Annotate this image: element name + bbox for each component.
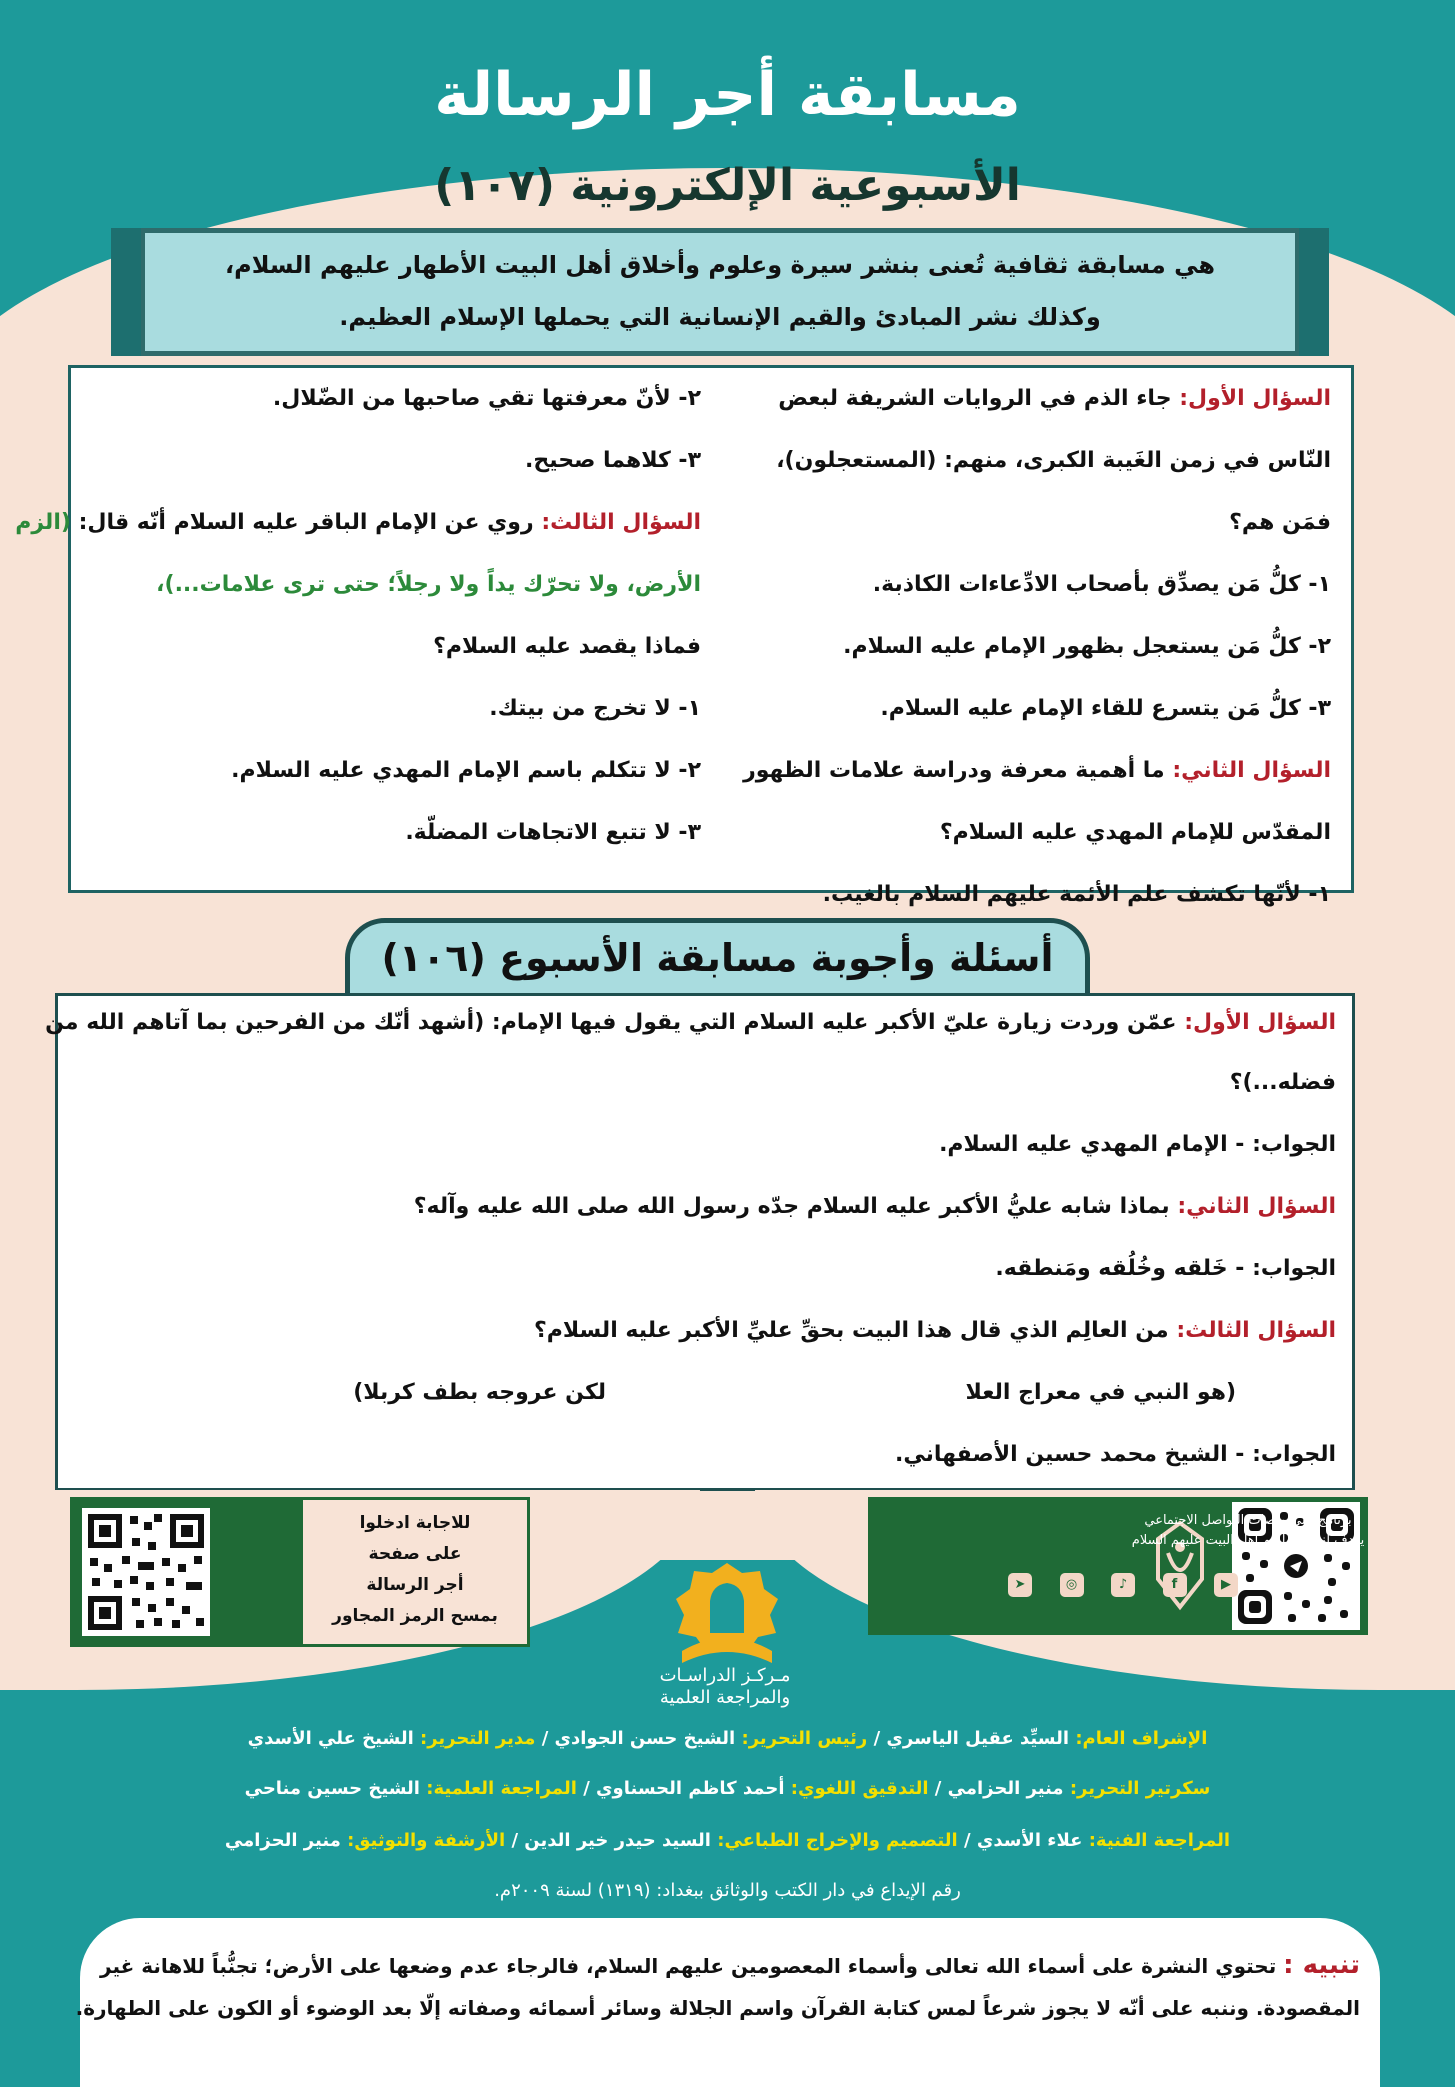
page-title: مسابقة أجر الرسالة	[434, 60, 1021, 130]
credit-label: التصميم والإخراج الطباعي:	[717, 1830, 958, 1851]
answer-label: الجواب:	[1252, 1256, 1336, 1281]
warning-label: تنبيه :	[1283, 1950, 1360, 1980]
intro-line-2: وكذلك نشر المبادئ والقيم الإنسانية التي يحملها الإسلام العظيم.	[339, 303, 1101, 331]
credit-label: التدقيق اللغوي:	[790, 1778, 929, 1799]
answer-3	[74, 1442, 1336, 1467]
qr-panel-left	[70, 1497, 530, 1647]
credit-value: الشيخ حسن الجوادي /	[541, 1728, 736, 1749]
question-text-line: المقدّس للإمام المهدي عليه السلام؟	[939, 820, 1331, 845]
question-quote: (الزم	[15, 510, 71, 535]
social-description-line: يهدف لنشر مفاهيم أهل البيت عليهم السلام	[1131, 1533, 1365, 1548]
option: ٣- كلاهما صحيح.	[525, 448, 701, 473]
answers-heading: أسئلة وأجوبة مسابقة الأسبوع (١٠٦)	[345, 918, 1090, 998]
answer-question-1	[45, 1010, 1336, 1035]
question-label: السؤال الثالث:	[541, 510, 701, 535]
question-label: السؤال الأول:	[1184, 1010, 1336, 1035]
instagram-icon[interactable]: ◎	[1060, 1573, 1084, 1597]
answers-box	[45, 993, 1355, 1491]
credit-label: مدير التحرير:	[420, 1728, 536, 1749]
verse-part-2: لكن عروجه بطف كربلا)	[353, 1380, 606, 1405]
credits-line-3	[0, 1830, 1455, 1851]
telegram-icon[interactable]: ➤	[1008, 1573, 1032, 1597]
page-subtitle: الأسبوعية الإلكترونية (١٠٧)	[434, 160, 1021, 211]
answer-question-3	[74, 1318, 1336, 1343]
question-label: السؤال الثاني:	[1172, 758, 1331, 783]
question-text: جاء الذم في الروايات الشريفة لبعض	[778, 386, 1172, 411]
credit-value: الشيخ علي الأسدي	[247, 1728, 414, 1749]
option: ١- لأنّها تكشف علم الأئمة عليهم السلام بالغيب.	[822, 882, 1331, 907]
question-text: عمّن وردت زيارة عليّ الأكبر عليه السلام التي يقول فيها الإمام: (أشهد أنّك من الفرحين بما آتاهم الله من	[45, 1010, 1177, 1035]
option: ٢- كلُّ مَن يستعجل بظهور الإمام عليه السلام.	[843, 634, 1331, 659]
verse-part-1: (هو النبي في معراج العلا	[965, 1380, 1236, 1405]
social-description-line: برنامج على منصات التواصل الاجتماعي	[1144, 1513, 1352, 1528]
credit-value: علاء الأسدي /	[963, 1830, 1083, 1851]
credits-line-2	[0, 1778, 1455, 1799]
warning-line-2: المقصودة. وننبه على أنّه لا يجوز شرعاً لمس كتابة القرآن واسم الجلالة وسائر أسمائه وصفاته إلّا بعد الوضوء أو الكون على الطهارة.	[75, 1996, 1360, 2020]
qr-instruction-line: بمسح الرمز المجاور	[332, 1606, 498, 1626]
facebook-icon[interactable]: f	[1163, 1573, 1187, 1597]
intro-line-1: هي مسابقة ثقافية تُعنى بنشر سيرة وعلوم وأخلاق أهل البيت الأطهار عليهم السلام،	[225, 251, 1215, 279]
warning-text: تحتوي النشرة على أسماء الله تعالى وأسماء المعصومين عليهم السلام، فالرجاء عدم وضعها على الأرض؛ تجنُّباً للاهانة غير	[100, 1954, 1277, 1978]
question-text-line: فضله...)؟	[1229, 1070, 1336, 1095]
option: ٣- كلُّ مَن يتسرع للقاء الإمام عليه السلام.	[880, 696, 1331, 721]
question-label: السؤال الثاني:	[1177, 1194, 1336, 1219]
qr-instruction-line: للاجابة ادخلوا	[359, 1513, 471, 1533]
social-icons	[1008, 1573, 1238, 1597]
option: ١- لا تخرج من بيتك.	[489, 696, 701, 721]
credit-label: سكرتير التحرير:	[1069, 1778, 1211, 1799]
question-text-line: فماذا يقصد عليه السلام؟	[433, 634, 701, 659]
answer-1	[74, 1132, 1336, 1157]
question-text-line: فمَن هم؟	[1229, 510, 1331, 535]
warning-box	[75, 1918, 1380, 2087]
credit-value: السيد حيدر خير الدين /	[511, 1830, 711, 1851]
credit-value: منير الحزامي /	[934, 1778, 1064, 1799]
question-label: السؤال الثالث:	[1176, 1318, 1336, 1343]
question-1	[731, 368, 1331, 430]
qr-code-icon[interactable]	[82, 1508, 210, 1636]
question-text: بماذا شابه عليُّ الأكبر عليه السلام جدّه رسول الله صلى الله عليه وآله؟	[413, 1194, 1170, 1219]
answer-text: - خَلقه وخُلُقه ومَنطقه.	[995, 1256, 1245, 1281]
credit-value: السيِّد عقيل الياسري /	[873, 1728, 1070, 1749]
question-text: من العالِم الذي قال هذا البيت بحقِّ عليِّ الأكبر عليه السلام؟	[533, 1318, 1169, 1343]
qr-instructions	[300, 1497, 530, 1647]
credit-label: رئيس التحرير:	[741, 1728, 868, 1749]
credit-label: الإشراف العام:	[1075, 1728, 1208, 1749]
question-quote-line: الأرض، ولا تحرّك يداً ولا رجلاً؛ حتى ترى علامات...)،	[156, 572, 701, 597]
option: ٢- لا تتكلم باسم الإمام المهدي عليه السلام.	[231, 758, 701, 783]
answer-question-2	[74, 1194, 1336, 1219]
question-text: ما أهمية معرفة ودراسة علامات الظهور	[743, 758, 1165, 783]
youtube-icon[interactable]: ▶	[1214, 1573, 1238, 1597]
deposit-number: رقم الإيداع في دار الكتب والوثائق ببغداد: (١٣١٩) لسنة ٢٠٠٩م.	[494, 1880, 961, 1901]
credit-label: المراجعة الفنية:	[1088, 1830, 1231, 1851]
answer-label: الجواب:	[1252, 1442, 1336, 1467]
tiktok-icon[interactable]: ♪	[1111, 1573, 1135, 1597]
answer-text: - الشيخ محمد حسين الأصفهاني.	[895, 1442, 1245, 1467]
answer-2	[74, 1256, 1336, 1281]
question-label: السؤال الأول:	[1179, 386, 1331, 411]
social-panel	[868, 1497, 1368, 1635]
social-description	[1128, 1511, 1368, 1551]
question-3	[15, 492, 701, 554]
questions-column-right	[731, 368, 1331, 926]
center-name-line: والمراجعة العلمية	[659, 1687, 791, 1708]
question-text-line: النّاس في زمن الغَيبة الكبرى، منهم: (المستعجلون)،	[776, 448, 1331, 473]
question-2	[731, 740, 1331, 802]
credits-line-1	[0, 1728, 1455, 1749]
qr-instruction-line: أجر الرسالة	[366, 1575, 464, 1595]
option: ٢- لأنّ معرفتها تقي صاحبها من الضّلال.	[272, 386, 701, 411]
warning-line-1	[100, 1950, 1360, 1980]
credit-value: منير الحزامي	[224, 1830, 341, 1851]
credit-label: المراجعة العلمية:	[426, 1778, 577, 1799]
intro-box	[140, 228, 1300, 356]
center-name-line: مـركـز الدراسـات	[659, 1665, 791, 1686]
credit-value: الشيخ حسين مناحي	[244, 1778, 420, 1799]
questions-column-left	[15, 368, 701, 864]
answer-label: الجواب:	[1252, 1132, 1336, 1157]
answer-text: - الإمام المهدي عليه السلام.	[939, 1132, 1245, 1157]
credit-value: أحمد كاظم الحسناوي /	[583, 1778, 785, 1799]
option: ٣- لا تتبع الاتجاهات المضلّة.	[405, 820, 701, 845]
question-text: روي عن الإمام الباقر عليه السلام أنّه قال:	[78, 510, 534, 535]
center-name	[600, 1665, 850, 1709]
credit-label: الأرشفة والتوثيق:	[347, 1830, 506, 1851]
qr-instruction-line: على صفحة	[368, 1544, 462, 1564]
questions-box	[15, 365, 1354, 907]
option: ١- كلُّ مَن يصدِّق بأصحاب الادِّعاءات الكاذبة.	[872, 572, 1331, 597]
